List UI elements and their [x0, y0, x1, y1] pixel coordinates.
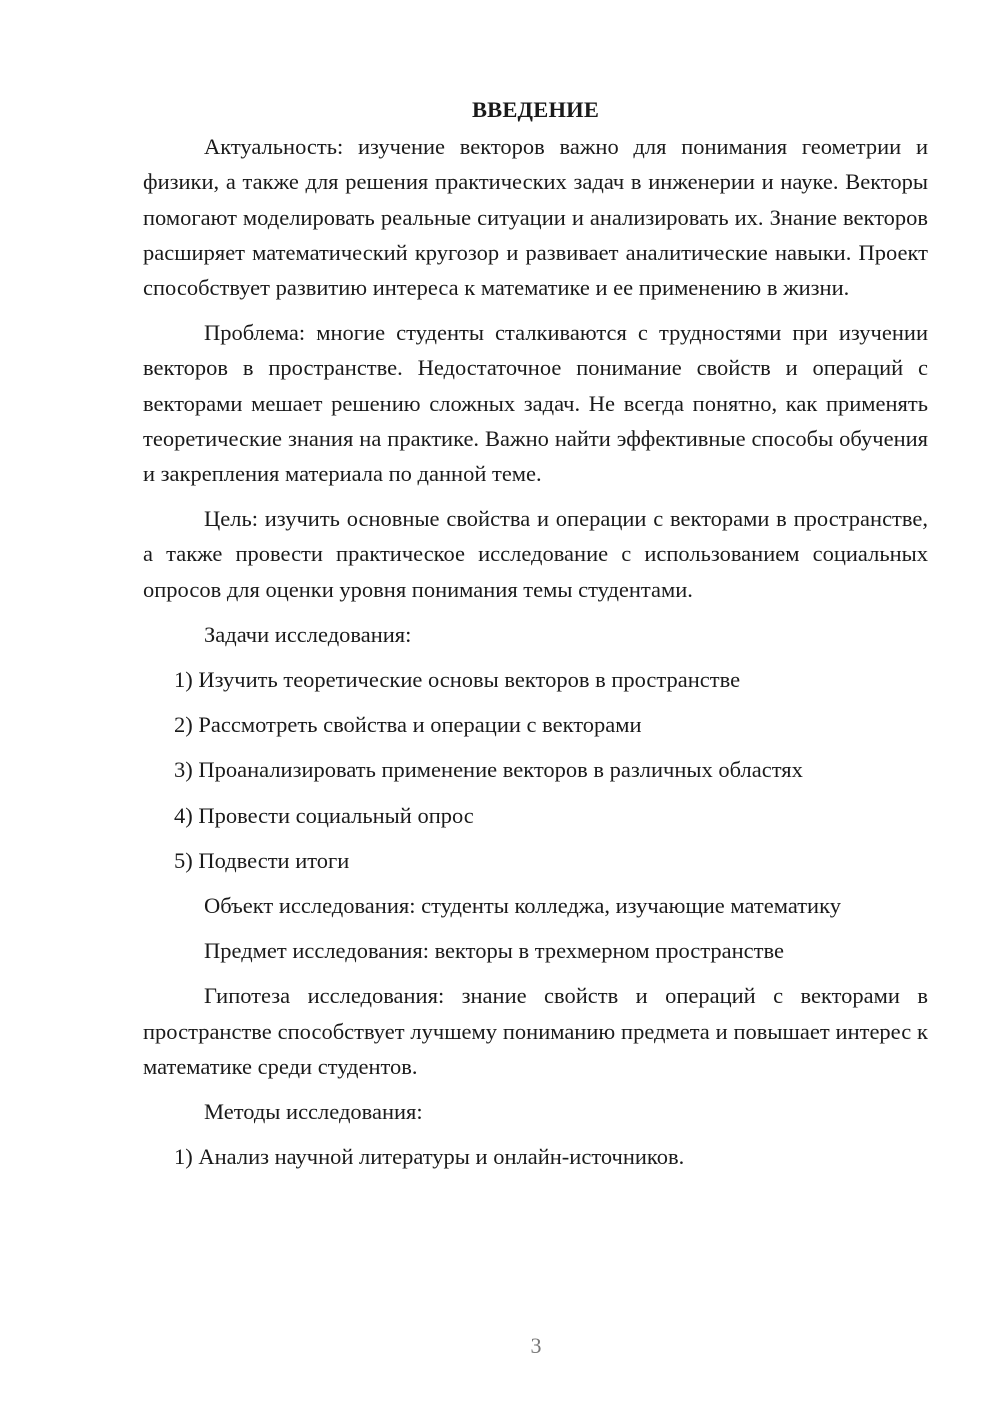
- page-content: [143, 92, 928, 1184]
- hypothesis-paragraph: Гипотеза исследования: знание свойств и операций с векторами в пространстве способствует лучшему пониманию предмета и повышает интерес к математике среди студентов.: [143, 983, 928, 1079]
- tasks-title: Задачи исследования:: [204, 621, 412, 647]
- methods-title: Методы исследования:: [204, 1099, 423, 1125]
- task-item: 5) Подвести итоги: [174, 847, 350, 873]
- task-item: 1) Изучить теоретические основы векторов в пространстве: [174, 667, 741, 693]
- methods-list: [143, 1139, 928, 1174]
- page-number: 3: [530, 1333, 542, 1358]
- task-item: 2) Рассмотреть свойства и операции с векторами: [174, 712, 642, 738]
- goal-paragraph: Цель: изучить основные свойства и операции с векторами в пространстве, а также провести практическое исследование с использованием социальных опросов для оценки уровня понимания темы студентами.: [143, 506, 928, 602]
- method-item: 1) Анализ научной литературы и онлайн-источников.: [174, 1144, 685, 1170]
- research-object: Объект исследования: студенты колледжа, изучающие математику: [204, 893, 841, 919]
- task-item: 3) Проанализировать применение векторов в различных областях: [174, 757, 803, 783]
- relevance-paragraph: Актуальность: изучение векторов важно для понимания геометрии и физики, а также для решения практических задач в инженерии и науке. Векторы помогают моделировать реальные ситуации и анализировать их. Знание векторов расширяет математический кругозор и развивает аналитические навыки. Проект способствует развитию интереса к математике и ее применению в жизни.: [143, 134, 928, 301]
- research-subject: Предмет исследования: векторы в трехмерном пространстве: [204, 938, 784, 964]
- problem-paragraph: Проблема: многие студенты сталкиваются с трудностями при изучении векторов в пространстве. Недостаточное понимание свойств и операций с векторами мешает решению сложных задач. Не всегда понятно, как применять теоретические знания на практике. Важно найти эффективные способы обучения и закрепления материала по данной теме.: [143, 320, 928, 487]
- section-heading: ВВЕДЕНИЕ: [471, 97, 600, 122]
- task-item: 4) Провести социальный опрос: [174, 802, 474, 828]
- tasks-list: [143, 662, 928, 878]
